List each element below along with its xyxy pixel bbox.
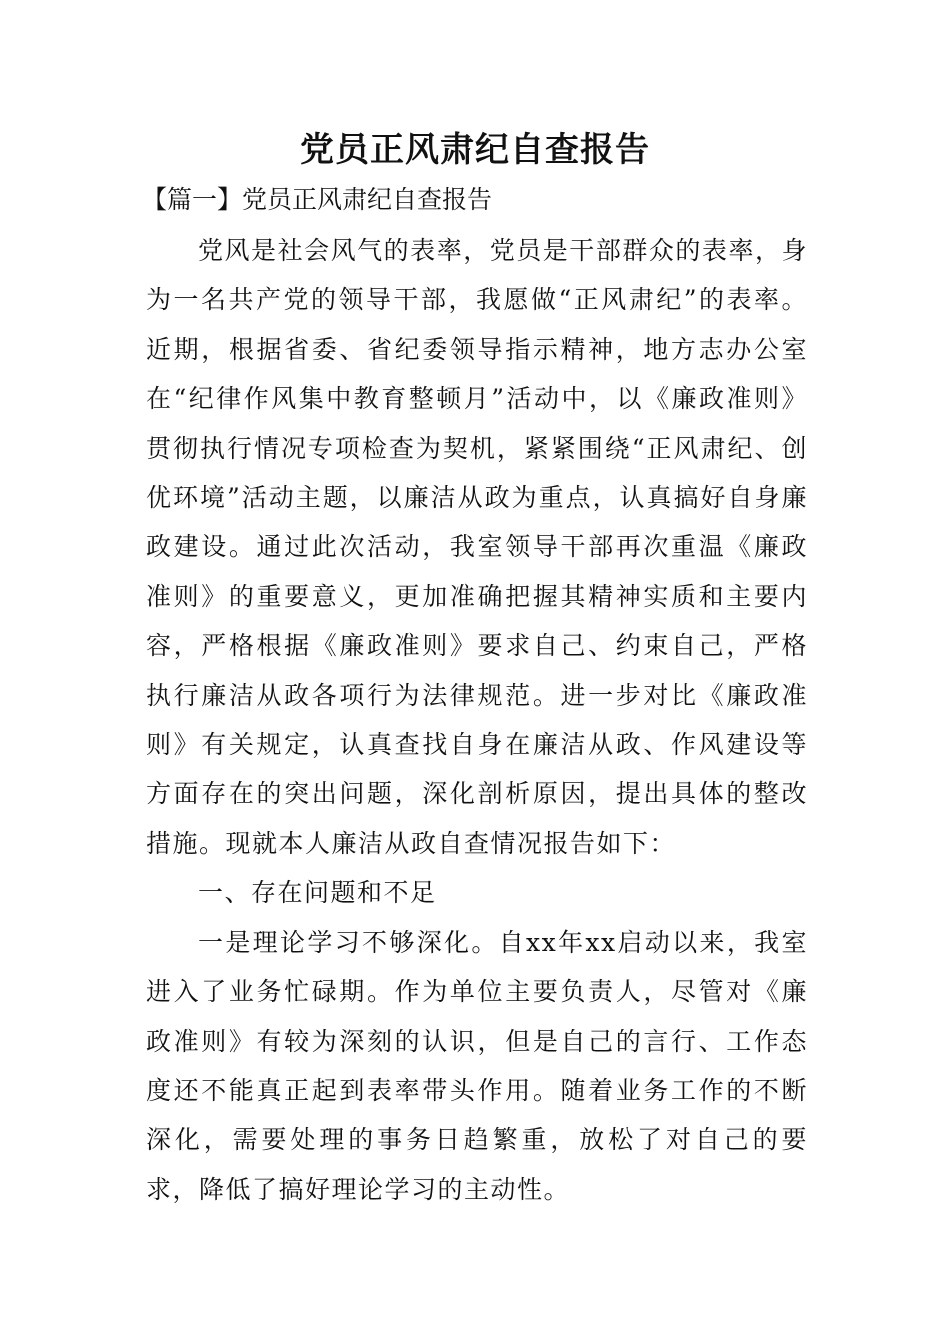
document-title: 党员正风肃纪自查报告 — [300, 130, 650, 170]
subheading-problems: 一、存在问题和不足 — [198, 878, 437, 908]
paragraph-intro: 党风是社会风气的表率，党员是干部群众的表率，身为一名共产党的领导干部，我愿做“正风肃纪”的表率。近期，根据省委、省纪委领导指示精神，地方志办公室在“纪律作风集中教育整顿月”活动中，以《廉政准则》贯彻执行情况专项检查为契机，紧紧围绕“正风肃纪、创优环境”活动主题，以廉洁从政为重点，认真搞好自身廉政建设。通过此次活动，我室领导干部再次重温《廉政准则》的重要意义，更加准确把握其精神实质和主要内容，严格根据《廉政准则》要求自己、约束自己，严格执行廉洁从政各项行为法律规范。进一步对比《廉政准则》有关规定，认真查找自身在廉洁从政、作风建设等方面存在的突出问题，深化剖析原因，提出具体的整改措施。现就本人廉洁从政自查情况报告如下： — [146, 236, 808, 858]
paragraph-theory-study: 一是理论学习不够深化。自xx年xx启动以来，我室进入了业务忙碌期。作为单位主要负责人，尽管对《廉政准则》有较为深刻的认识，但是自己的言行、工作态度还不能真正起到表率带头作用。随着业务工作的不断深化，需要处理的事务日趋繁重，放松了对自己的要求，降低了搞好理论学习的主动性。 — [146, 927, 808, 1204]
section-heading: 【篇一】党员正风肃纪自查报告 — [142, 185, 493, 214]
document-body — [146, 226, 808, 1214]
